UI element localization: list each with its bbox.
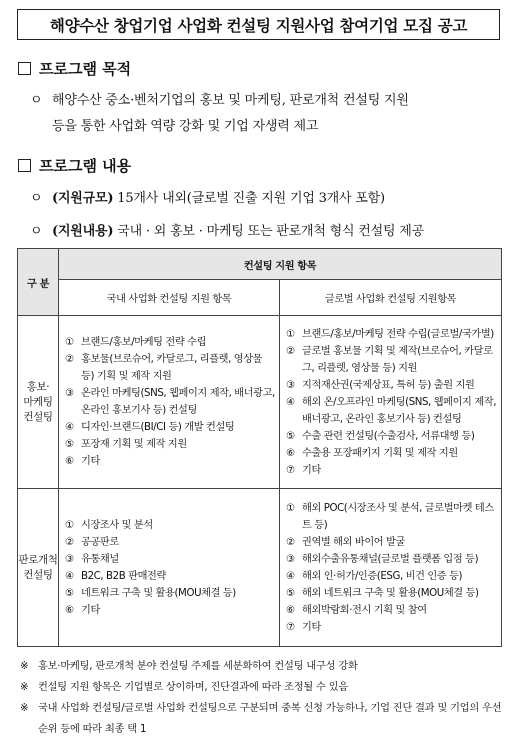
table-row-promotion: [18, 316, 502, 489]
row-header-promotion: [18, 316, 59, 489]
item-number: ④: [65, 570, 74, 582]
item-text: 유통채널: [81, 553, 119, 565]
item-number: ⑤: [65, 439, 74, 450]
list-item: [65, 585, 275, 602]
item-list: [59, 513, 279, 623]
row-header-line: 컨설팅: [23, 568, 53, 581]
list-item: [65, 351, 275, 385]
table-corner-header: 구 분: [18, 249, 59, 316]
note-mark: ※: [20, 661, 29, 672]
item-number: ⑤: [65, 587, 74, 599]
item-number: ②: [65, 354, 74, 365]
list-item: [286, 428, 497, 445]
purpose-line-2: 등을 통한 사업화 역량 강화 및 기업 자생력 제고: [52, 119, 319, 134]
cell-sales-domestic: [59, 489, 280, 647]
item-list: [280, 496, 501, 640]
item-text: 해외 POC(시장조사 및 분석, 글로벌마켓 테스트 등): [302, 502, 494, 531]
section-purpose-heading: [18, 58, 131, 79]
item-number: ①: [65, 337, 74, 348]
table-col-global: 글로벌 사업화 컨설팅 지원항목: [280, 280, 502, 316]
list-item: [286, 551, 497, 568]
item-number: ④: [286, 396, 295, 408]
list-item: [286, 462, 497, 479]
item-text: 해외박람회·전시 기획 및 참여: [302, 604, 427, 616]
item-text: 수출용 포장패키지 기획 및 제작 지원: [302, 447, 458, 459]
item-text: 온라인 마케팅(SNS, 웹페이지 제작, 배너광고, 온라인 홍보기사 등) 컨설팅: [81, 388, 275, 416]
list-item: [65, 385, 275, 419]
item-text: 지적재산권(국제상표, 특허 등) 출원 지원: [302, 379, 475, 391]
item-text: 브랜드/홍보/마케팅 전략 수립(글로벌/국가별): [302, 328, 494, 340]
list-item: [65, 551, 275, 568]
item-list: [280, 322, 501, 483]
item-number: ②: [286, 345, 295, 357]
list-item: [65, 436, 275, 453]
footnote: [20, 677, 504, 698]
consulting-items-table: [17, 248, 502, 647]
item-number: ③: [286, 379, 295, 391]
note-text: 홍보·마케팅, 판로개척 분야 컨설팅 주제를 세분화하여 컨설팅 내구성 강화: [38, 661, 358, 672]
item-text: 기타: [302, 464, 321, 476]
list-item: [286, 585, 497, 602]
list-item: [286, 343, 497, 377]
item-number: ②: [65, 536, 74, 548]
item-number: ⑥: [65, 604, 74, 616]
item-text: 글로벌 홍보물 기획 및 제작(브로슈어, 카달로그, 리플렛, 영상물 등) 지원: [302, 345, 493, 374]
list-item: [65, 419, 275, 436]
item-number: ①: [286, 502, 295, 514]
content-details-label: (지원내용): [52, 224, 114, 239]
item-number: ⑤: [286, 587, 295, 599]
item-text: 권역별 해외 바이어 발굴: [302, 536, 405, 548]
item-number: ⑥: [286, 604, 295, 616]
content-scale-label: (지원규모): [52, 191, 114, 206]
item-text: 해외 네트워크 구축 및 활용(MOU체결 등): [302, 587, 479, 599]
footnotes: [20, 656, 504, 740]
table-col-domestic: 국내 사업화 컨설팅 지원 항목: [59, 280, 280, 316]
list-item: [286, 445, 497, 462]
content-scale-text: 15개사 내외(글로벌 진출 지원 기업 3개사 포함): [113, 191, 385, 206]
item-number: ①: [286, 328, 295, 340]
list-item: [65, 517, 275, 534]
footnote: [20, 656, 504, 677]
item-number: ③: [65, 388, 74, 399]
list-item: [286, 394, 497, 428]
list-item: [286, 326, 497, 343]
content-details-text: 국내 · 외 홍보 · 마케팅 또는 판로개척 형식 컨설팅 제공: [113, 224, 424, 239]
circle-bullet-icon: ㅇ: [30, 224, 43, 239]
row-header-sales-channel: [18, 489, 59, 647]
footnote: [20, 698, 504, 740]
item-text: B2C, B2B 판매전략: [81, 570, 166, 582]
table-group-header: 컨설팅 지원 항목: [59, 249, 502, 280]
item-number: ③: [65, 553, 74, 565]
item-number: ⑥: [286, 447, 295, 459]
item-text: 수출 관련 컨설팅(수출검사, 서류대행 등): [302, 430, 475, 442]
item-number: ②: [286, 536, 295, 548]
item-text: 기타: [302, 621, 321, 633]
list-item: [65, 334, 275, 351]
cell-sales-global: [280, 489, 502, 647]
item-text: 해외 온/오프라인 마케팅(SNS, 웹페이지 제작, 배너광고, 온라인 홍보기사 등) 컨설팅: [302, 396, 497, 425]
list-item: [286, 500, 497, 534]
purpose-line-1: 해양수산 중소·벤처기업의 홍보 및 마케팅, 판로개척 컨설팅 지원: [52, 93, 409, 108]
note-text: 국내 사업화 컨설팅/글로벌 사업화 컨설팅으로 구분되며 중복 신청 가능하나, 기업 진단 결과 및 기업의 우선순위 등에 따라 최종 택 1: [38, 703, 502, 735]
row-header-line: 컨설팅: [23, 410, 53, 423]
item-number: ④: [65, 422, 74, 433]
item-number: ⑥: [65, 456, 74, 467]
note-text: 컨설팅 지원 항목은 기업별로 상이하며, 진단결과에 따라 조정될 수 있음: [38, 682, 348, 693]
item-text: 시장조사 및 분석: [81, 519, 153, 531]
cell-promotion-global: [280, 316, 502, 489]
circle-bullet-icon: ㅇ: [30, 191, 43, 206]
page-title: 해양수산 창업기업 사업화 컨설팅 지원사업 참여기업 모집 공고: [17, 9, 500, 40]
item-text: 홍보물(브로슈어, 카달로그, 리플렛, 영상물 등) 기획 및 제작 지원: [81, 354, 263, 382]
list-item: [286, 534, 497, 551]
item-text: 브랜드/홍보/마케팅 전략 수립: [81, 337, 207, 348]
square-bullet-icon: [18, 159, 31, 172]
list-item: [65, 453, 275, 470]
section-purpose-title: 프로그램 목적: [39, 60, 132, 78]
cell-promotion-domestic: [59, 316, 280, 489]
item-text: 해외수출유통채널(글로벌 플랫폼 입점 등): [302, 553, 479, 565]
item-text: 공공판로: [81, 536, 119, 548]
row-header-line: 마케팅: [23, 395, 53, 408]
list-item: [286, 377, 497, 394]
item-number: ⑦: [286, 621, 295, 633]
item-number: ⑤: [286, 430, 295, 442]
note-mark: ※: [20, 682, 29, 693]
section-content-heading: [18, 155, 131, 176]
list-item: [65, 534, 275, 551]
row-header-line: 홍보·: [26, 380, 50, 393]
item-text: 해외 인·허가/인증(ESG, 비건 인증 등): [302, 570, 463, 582]
item-number: ④: [286, 570, 295, 582]
item-number: ③: [286, 553, 295, 565]
item-number: ⑦: [286, 464, 295, 476]
section-content-title: 프로그램 내용: [39, 157, 132, 175]
table-row-sales-channel: [18, 489, 502, 647]
content-bullet-details: [30, 219, 500, 245]
list-item: [65, 602, 275, 619]
item-text: 기타: [81, 604, 100, 616]
item-text: 네트워크 구축 및 활용(MOU체결 등): [81, 587, 236, 599]
item-list: [59, 330, 279, 474]
list-item: [286, 602, 497, 619]
circle-bullet-icon: ㅇ: [30, 93, 43, 108]
item-text: 기타: [81, 456, 100, 467]
item-text: 디자인·브랜드(BI/CI 등) 개발 컨설팅: [81, 422, 235, 433]
square-bullet-icon: [18, 62, 31, 75]
item-text: 포장재 기획 및 제작 지원: [81, 439, 187, 450]
item-number: ①: [65, 519, 74, 531]
list-item: [286, 568, 497, 585]
list-item: [286, 619, 497, 636]
content-bullet-scale: [30, 186, 500, 212]
row-header-line: 판로개척: [18, 553, 58, 566]
list-item: [65, 568, 275, 585]
purpose-bullet: [30, 88, 500, 140]
note-mark: ※: [20, 703, 29, 714]
